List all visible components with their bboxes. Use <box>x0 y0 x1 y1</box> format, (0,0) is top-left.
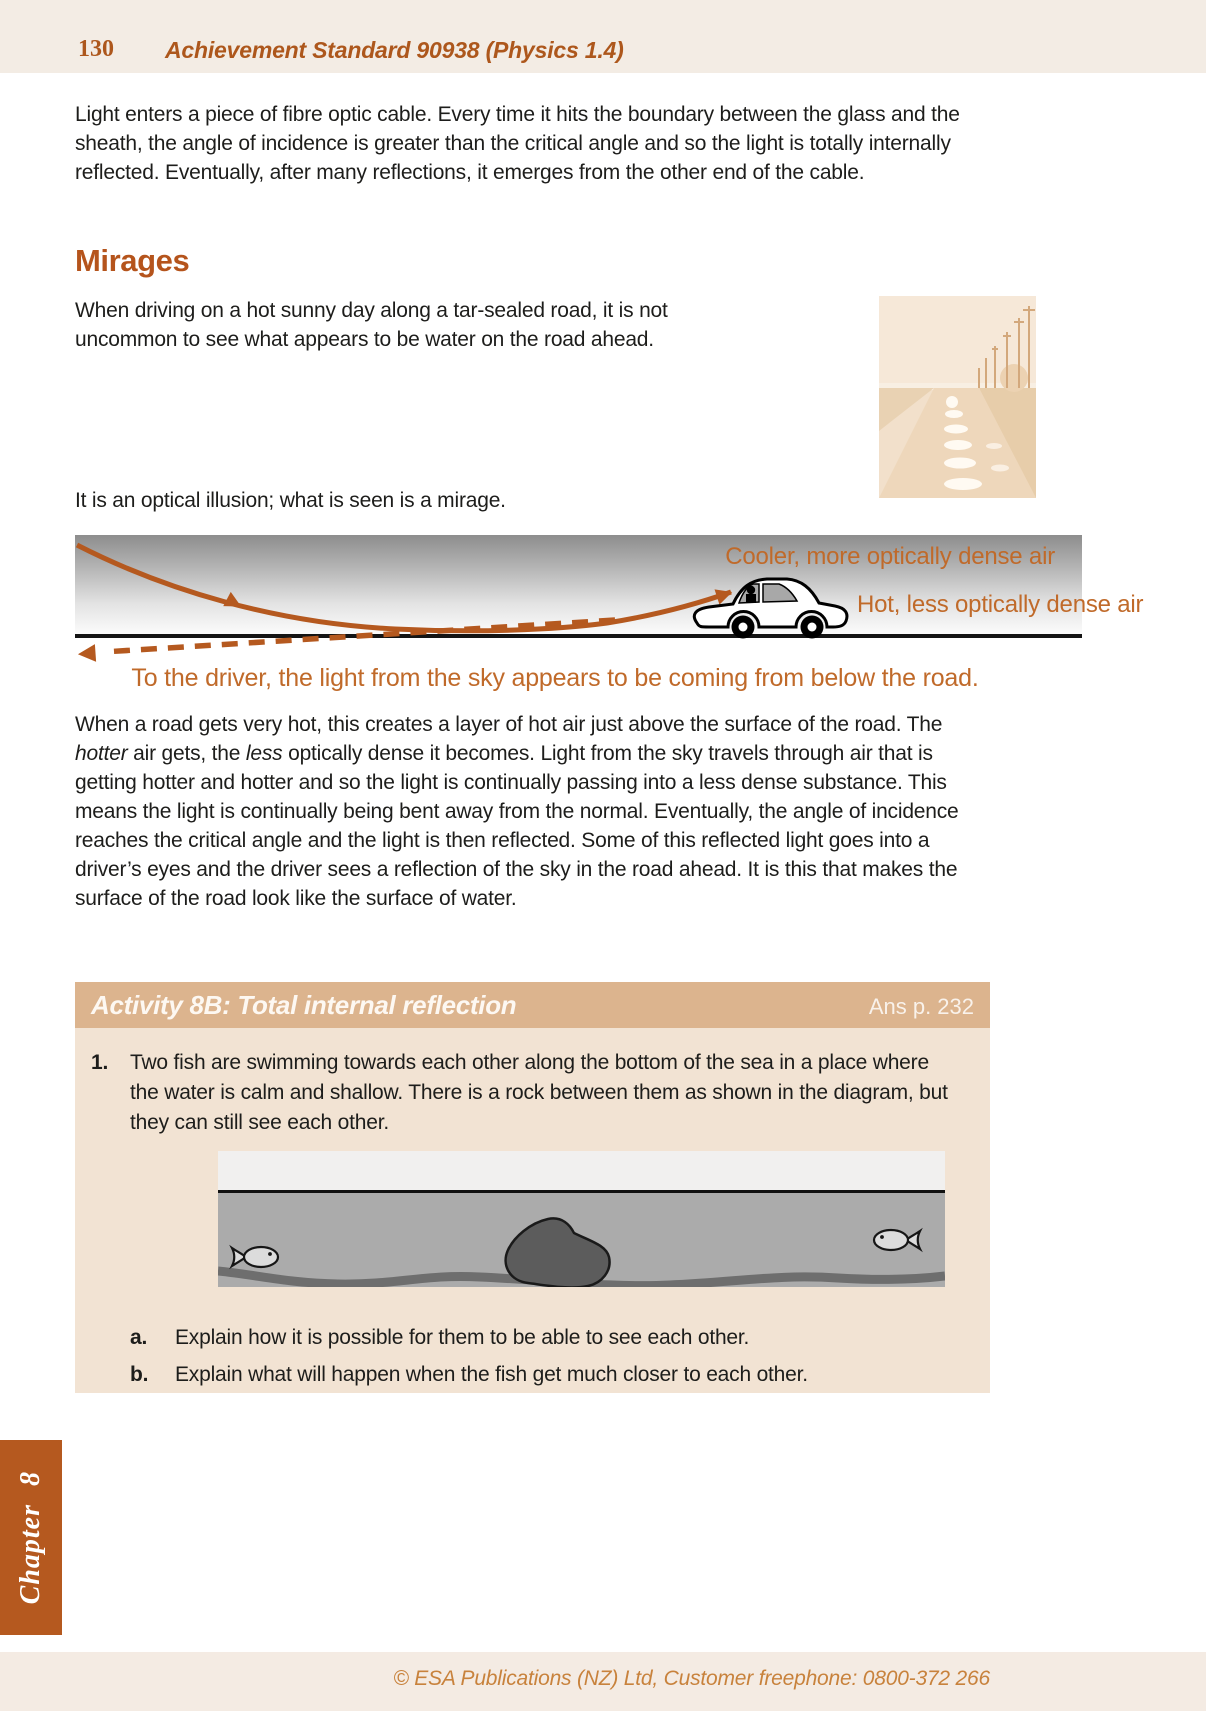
water-surface-line <box>218 1190 945 1193</box>
question-1-text: Two fish are swimming towards each other along the bottom of the sea in a place where the water is calm and shallow. There is a rock between them as shown in the diagram, but they can still see each other. <box>130 1051 948 1134</box>
activity-title: Activity 8B: Total internal reflection <box>91 990 517 1020</box>
part-b-text: Explain what will happen when the fish get much closer to each other. <box>175 1363 808 1386</box>
activity-answer-ref: Ans p. 232 <box>868 994 974 1019</box>
part-a-label: a. <box>130 1326 148 1349</box>
fish-diagram <box>218 1151 945 1287</box>
light-ray-curve <box>77 545 735 631</box>
achievement-standard-title: Achievement Standard 90938 (Physics 1.4) <box>165 37 624 63</box>
road-line <box>75 634 1082 638</box>
page-number: 130 <box>78 36 114 62</box>
explanation-italic-less: less <box>245 742 283 765</box>
footer-text: © ESA Publications (NZ) Ltd, Customer freephone: 0800-372 266 <box>393 1667 990 1690</box>
fish-diagram-art <box>218 1151 945 1287</box>
explanation-text: When a road gets very hot, this creates a layer of hot air just above the surface of the road. The <box>75 713 943 736</box>
chapter-tab-label: Chapter 8 <box>15 1470 46 1605</box>
hot-road-explanation-paragraph: When a road gets very hot, this creates a layer of hot air just above the surface of the road. The hotter air gets, the less optically dense it becomes. Light from the sky travels through air that is getting hotter and hotter and so the light is continually passing into a less dense substance. This means the light is continually being bent away from the normal. Eventually, the angle of incidence reaches the critical angle and the light is then reflected. Some of this reflected light goes into a driver’s eyes and the driver sees a reflection of the sky in the road ahead. It is this that makes the surface of the road look like the surface of water. <box>75 713 959 910</box>
diagram-caption: To the driver, the light from the sky appears to be coming from below the road. <box>131 664 979 692</box>
chapter-tab <box>0 1440 62 1635</box>
part-a-text: Explain how it is possible for them to be able to see each other. <box>175 1326 750 1349</box>
label-hot-air: Hot, less optically dense air <box>857 591 1144 618</box>
mirage-diagram <box>75 535 1144 675</box>
road-mirage-photo <box>879 296 1036 498</box>
explanation-italic-hotter: hotter <box>75 742 128 765</box>
driver-silhouette <box>746 586 756 603</box>
illusion-text: It is an optical illusion; what is seen is a mirage. <box>75 489 506 512</box>
page-footer <box>0 1652 1206 1711</box>
activity-header-bar <box>75 982 990 1028</box>
activity-box <box>75 982 990 1393</box>
road-mirage-photo-art <box>879 296 1036 498</box>
car-illustration <box>694 579 847 639</box>
label-cooler-air: Cooler, more optically dense air <box>725 543 1055 570</box>
page-header-band <box>0 0 1206 73</box>
fibre-optic-paragraph: Light enters a piece of fibre optic cable. Every time it hits the boundary between the glass and the sheath, the angle of incidence is greater than the critical angle and so the light is totally internally reflected. Eventually, after many reflections, it emerges from the other end of the cable. <box>75 103 960 184</box>
air-band <box>218 1151 945 1191</box>
part-b-label: b. <box>130 1363 149 1386</box>
question-1-number: 1. <box>91 1051 109 1074</box>
mirages-heading: Mirages <box>75 243 190 278</box>
mirages-intro-paragraph: When driving on a hot sunny day along a tar-sealed road, it is not uncommon to see what appears to be water on the road ahead. <box>75 299 668 351</box>
